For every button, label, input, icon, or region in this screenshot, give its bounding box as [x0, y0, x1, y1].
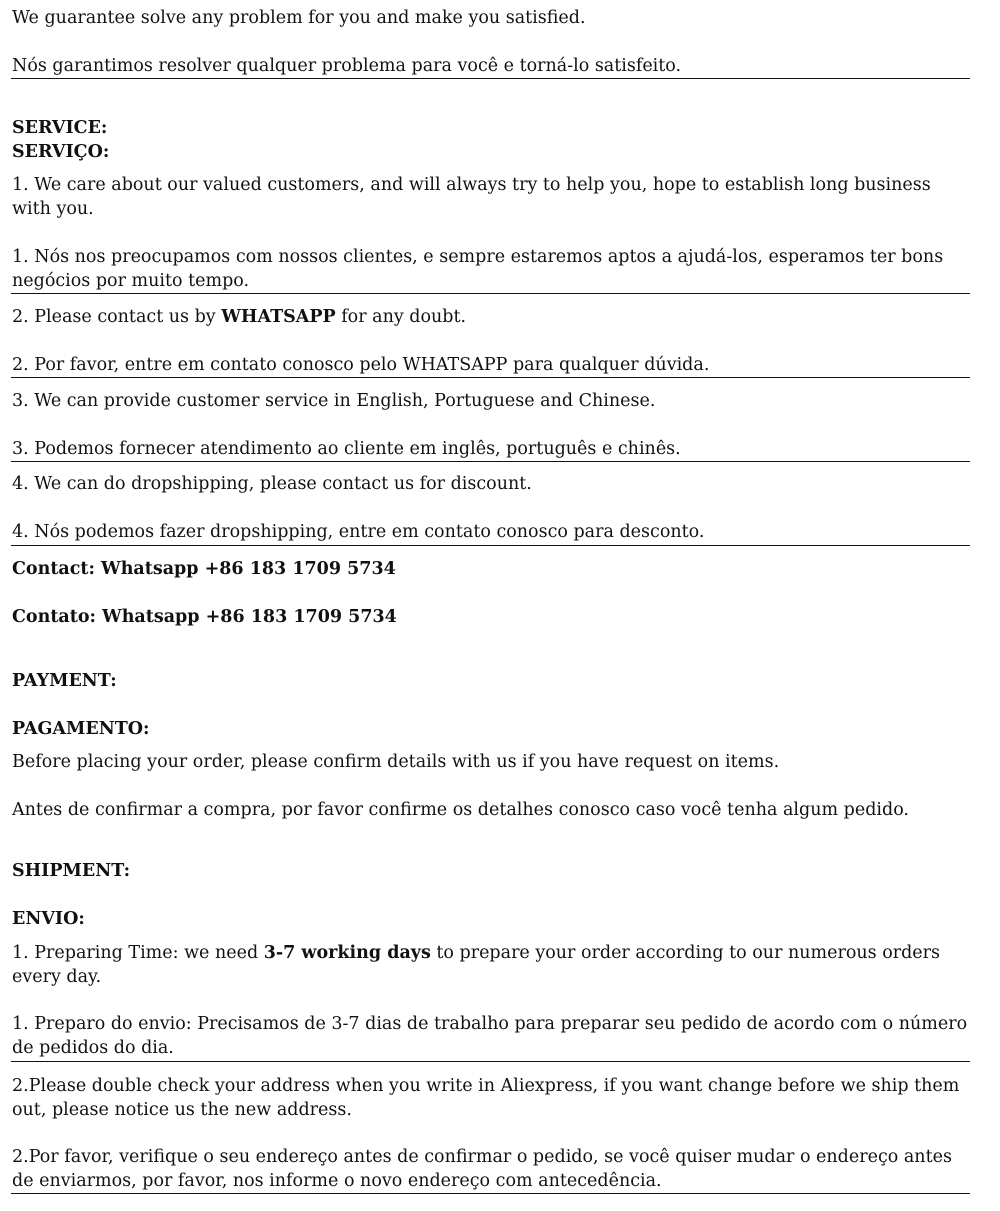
- shipment-item-1-en: [12, 941, 972, 989]
- service-heading-en: SERVICE:: [12, 118, 108, 138]
- shipment-heading-en: SHIPMENT:: [12, 861, 131, 881]
- service-item-2-pt: 2. Por favor, entre em contato conosco pelo WHATSAPP para qualquer dúvida.: [12, 355, 710, 375]
- shipment-item-1-en-prefix: 1. Preparing Time: we need: [12, 943, 264, 963]
- service-item-4-pt: 4. Nós podemos fazer dropshipping, entre em contato conosco para desconto.: [12, 522, 705, 542]
- service-item-4-en: 4. We can do dropshipping, please contact us for discount.: [12, 474, 532, 494]
- contact-en: Contact: Whatsapp +86 183 1709 5734: [12, 559, 396, 579]
- payment-heading-pt: PAGAMENTO:: [12, 719, 150, 739]
- service-heading-pt: SERVIÇO:: [12, 142, 110, 162]
- divider: [11, 461, 970, 462]
- service-item-3-pt: 3. Podemos fornecer atendimento ao cliente em inglês, português e chinês.: [12, 439, 681, 459]
- service-item-1-en: 1. We care about our valued customers, and will always try to help you, hope to establish long business with you.: [12, 175, 931, 219]
- shipment-item-2-en: 2.Please double check your address when you write in Aliexpress, if you want change before we ship them out, please notice us the new address.: [12, 1076, 960, 1120]
- payment-note-en: Before placing your order, please confirm details with us if you have request on items.: [12, 752, 780, 772]
- service-item-1-pt: 1. Nós nos preocupamos com nossos clientes, e sempre estaremos aptos a ajudá-los, esperamos ter bons negócios por muito tempo.: [12, 247, 944, 291]
- service-item-2-en-prefix: 2. Please contact us by: [12, 307, 222, 327]
- guarantee-en: We guarantee solve any problem for you and make you satisfied.: [12, 8, 586, 28]
- service-item-3-en: 3. We can provide customer service in English, Portuguese and Chinese.: [12, 391, 656, 411]
- contact-pt: Contato: Whatsapp +86 183 1709 5734: [12, 607, 397, 627]
- divider: [11, 78, 970, 79]
- divider: [11, 545, 970, 546]
- whatsapp-emphasis: WHATSAPP: [221, 307, 336, 327]
- payment-heading-en: PAYMENT:: [12, 671, 117, 691]
- guarantee-pt: Nós garantimos resolver qualquer problema para você e torná-lo satisfeito.: [12, 56, 682, 76]
- service-item-2-en-suffix: for any doubt.: [335, 307, 467, 327]
- divider: [11, 1193, 970, 1194]
- divider: [11, 293, 970, 294]
- payment-note-pt: Antes de confirmar a compra, por favor confirme os detalhes conosco caso você tenha algum pedido.: [12, 800, 909, 820]
- shipment-item-1-en-suffix: to prepare your order according to our numerous orders every day.: [12, 943, 941, 987]
- divider: [11, 377, 970, 378]
- service-item-2-en: [12, 305, 972, 329]
- working-days-emphasis: 3-7 working days: [263, 943, 431, 963]
- shipment-item-2-pt: 2.Por favor, verifique o seu endereço antes de confirmar o pedido, se você quiser mudar o endereço antes de enviarmos, por favor, nos informe o novo endereço com antecedência.: [12, 1147, 952, 1191]
- divider: [11, 1061, 970, 1062]
- shipment-item-1-pt: 1. Preparo do envio: Precisamos de 3-7 dias de trabalho para preparar seu pedido de acordo com o número de pedidos do dia.: [12, 1014, 968, 1058]
- shipment-heading-pt: ENVIO:: [12, 909, 85, 929]
